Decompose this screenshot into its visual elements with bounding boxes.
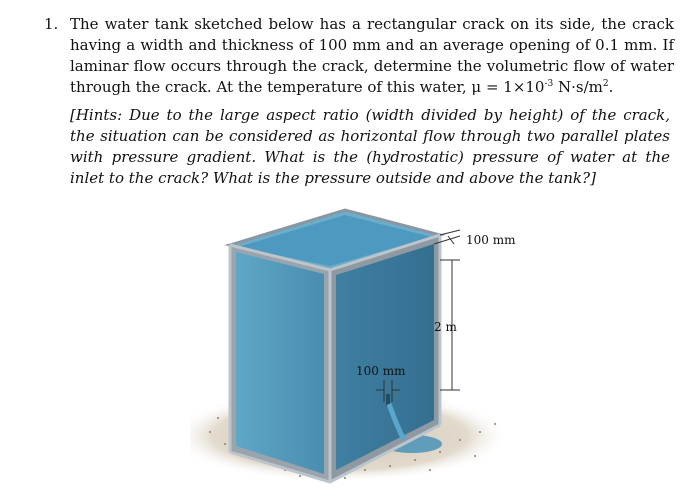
label-crack-100mm: 100 mm (356, 364, 406, 378)
tank-figure (190, 200, 530, 492)
label-top-100mm: 100 mm (466, 233, 516, 247)
problem-text-end: . (608, 78, 614, 96)
hints-text: [Hints: Due to the large aspect ratio (width divided by height) of the crack, the situation can be considered as horizontal flow through two parallel plates with pressure gradient. What is the (hydrostatic) pressure of water at the inlet to the crack? What is the pressure outside and above the tank?] (70, 106, 670, 187)
viscosity-units: N·s/m (553, 78, 603, 96)
problem-statement (44, 14, 674, 98)
units-exponent: 2 (602, 79, 609, 89)
problem-text-main: The water tank sketched below has a rectangular crack on its side, the crack having a width and thickness of 100 mm and an average opening of 0.1 mm. If laminar flow occurs through the crack, determine the volumetric flow of water through the crack. At the temperature of this water, μ = 1×10 (70, 15, 674, 96)
viscosity-exponent: -3 (544, 79, 554, 89)
problem-number: 1. (44, 15, 59, 33)
tank-front-water (236, 252, 324, 474)
problem-text (70, 14, 674, 98)
label-height-2m: 2 m (434, 320, 457, 334)
